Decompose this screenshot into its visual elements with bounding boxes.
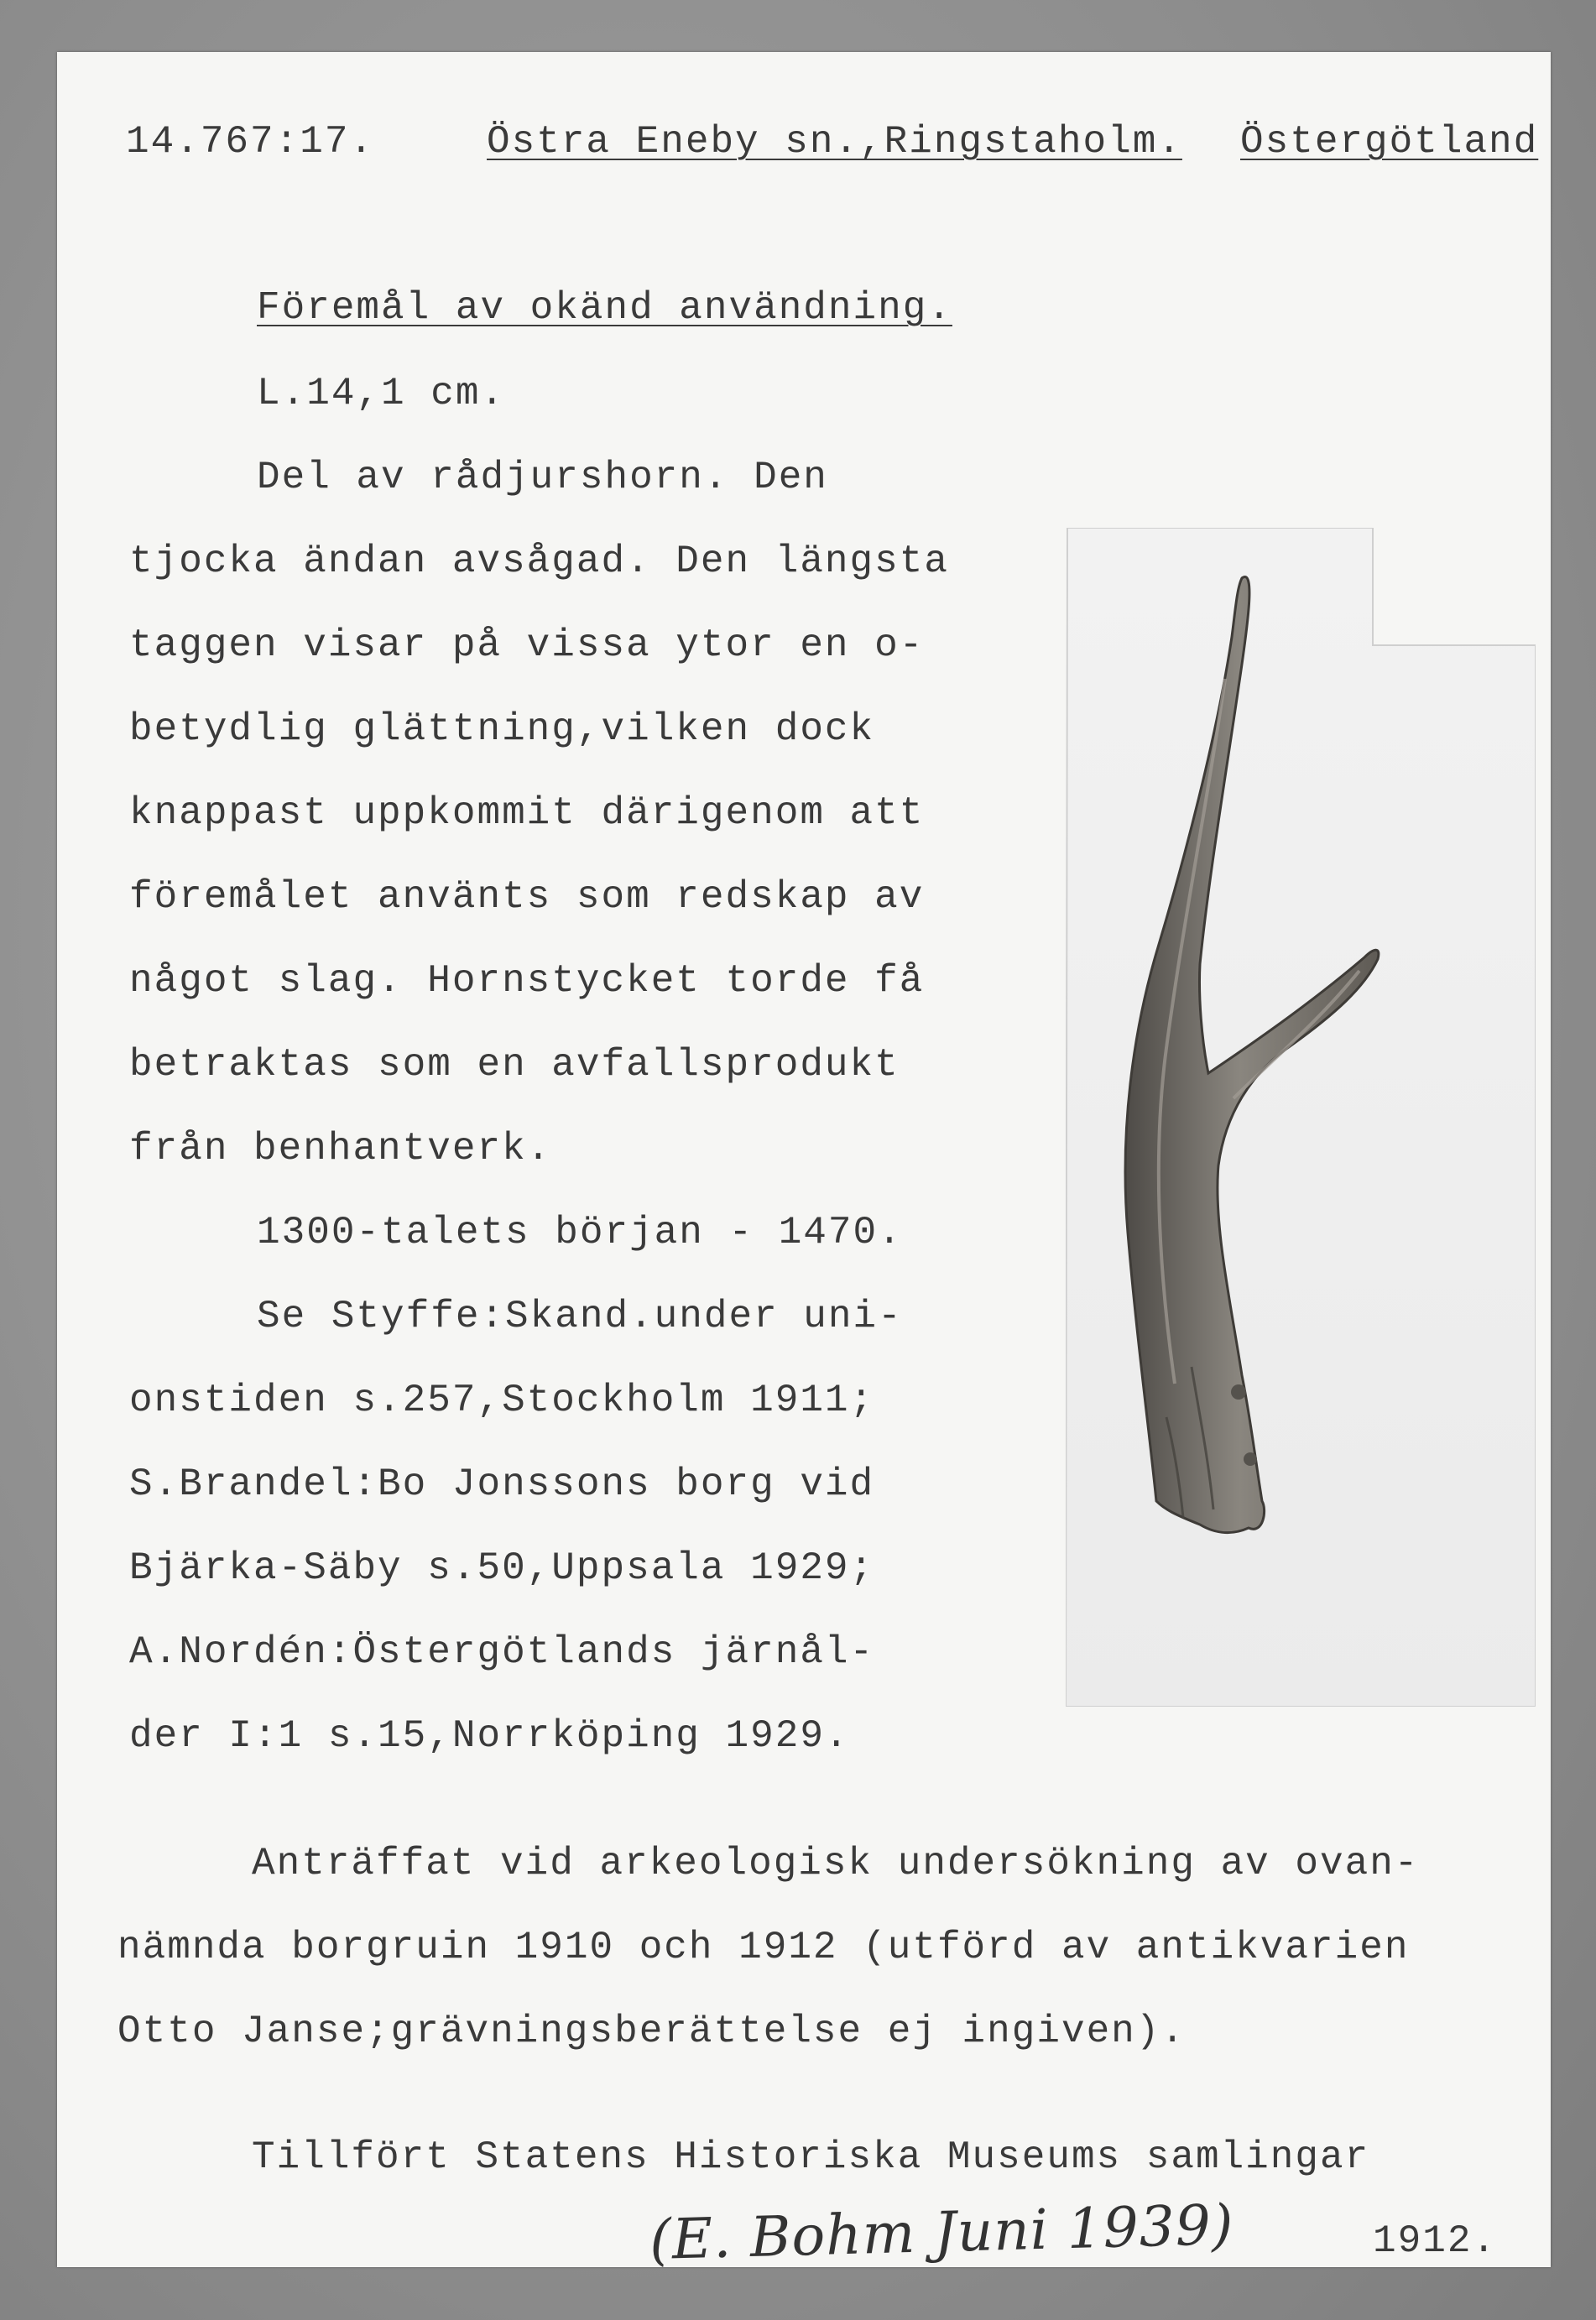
inventory-number: 14.767:17.	[126, 120, 375, 164]
description-line: något slag. Hornstycket torde få	[129, 959, 925, 1003]
description-line: knappast uppkommit därigenom att	[129, 791, 925, 835]
find-line: Otto Janse;grävningsberättelse ej ingiven).	[117, 2010, 1186, 2053]
signature-text: (E. Bohm Juni 1939)	[649, 2192, 1235, 2273]
description-line: taggen visar på vissa ytor en o-	[129, 623, 925, 667]
description-line: tjocka ändan avsågad. Den längsta	[129, 540, 949, 583]
handwritten-signature	[649, 2192, 1304, 2276]
accession-line: Tillfört Statens Historiska Museums samlingar	[252, 2135, 1370, 2179]
reference-line: der I:1 s.15,Norrköping 1929.	[129, 1714, 850, 1758]
accession-year: 1912.	[1373, 2219, 1498, 2263]
antler-photograph	[1066, 528, 1536, 1707]
description-line: Del av rådjurshorn. Den	[257, 456, 828, 499]
antler-photo-svg	[1066, 528, 1536, 1707]
reference-line: Bjärka-Säby s.50,Uppsala 1929;	[129, 1546, 875, 1590]
description-line: betydlig glättning,vilken dock	[129, 707, 875, 751]
object-title: Föremål av okänd användning.	[257, 286, 952, 330]
find-line: Anträffat vid arkeologisk undersökning av ovan-	[252, 1842, 1420, 1885]
description-line: föremålet använts som redskap av	[129, 875, 925, 919]
antler-burr	[1244, 1452, 1257, 1466]
dating: 1300-talets början - 1470.	[257, 1211, 903, 1254]
description-line: betraktas som en avfallsprodukt	[129, 1043, 900, 1087]
province-name: Östergötland	[1240, 120, 1539, 164]
reference-line: onstiden s.257,Stockholm 1911;	[129, 1379, 875, 1422]
antler-burr	[1231, 1384, 1246, 1400]
catalog-card	[57, 52, 1551, 2273]
reference-line: S.Brandel:Bo Jonssons borg vid	[129, 1462, 875, 1506]
reference-line: A.Nordén:Östergötlands järnål-	[129, 1630, 875, 1674]
reference-line: Se Styffe:Skand.under uni-	[257, 1295, 903, 1338]
description-line: från benhantverk.	[129, 1127, 552, 1170]
find-line: nämnda borgruin 1910 och 1912 (utförd av antikvarien	[117, 1926, 1410, 1969]
object-length: L.14,1 cm.	[257, 372, 506, 415]
site-name: Östra Eneby sn.,Ringstaholm.	[487, 120, 1182, 164]
